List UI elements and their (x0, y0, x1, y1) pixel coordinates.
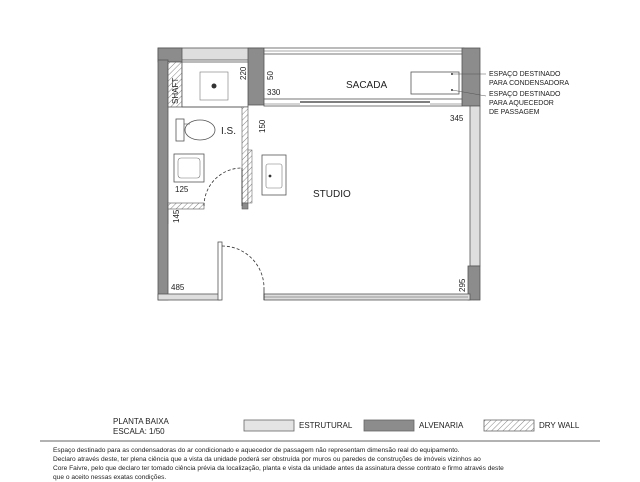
legend-label-alvenaria: ALVENARIA (419, 421, 464, 430)
room-label-shaft: SHAFT (171, 77, 180, 104)
dim-145: 145 (172, 209, 181, 223)
room-label-sacada: SACADA (346, 80, 388, 91)
dim-485: 485 (171, 283, 185, 292)
room-label-bathroom: I.S. (221, 126, 237, 137)
note-aquecedor-3: DE PASSAGEM (489, 109, 540, 116)
disclaimer-line-4: que o aceito nessas exatas condições. (53, 474, 167, 481)
bath-jamb (242, 203, 248, 209)
dim-345: 345 (450, 114, 464, 123)
wall-bottom-left (158, 294, 220, 300)
column-top-mid (248, 48, 264, 105)
kitchen-wall (248, 150, 252, 203)
disclaimer-line-2: Declaro através deste, ter plena ciência que a vista da unidade poderá ser obstruída por muros ou paredes de construções de imóveis vizinhos ao (53, 456, 481, 463)
title-planta-baixa: PLANTA BAIXA (113, 417, 169, 426)
room-label-studio: STUDIO (313, 189, 351, 200)
note-condensadora-2: PARA CONDENSADORA (489, 80, 569, 87)
bath-door-swing (204, 168, 242, 206)
column-top-right (462, 48, 480, 106)
legend-label-estrutural: ESTRUTURAL (299, 421, 353, 430)
disclaimer-line-1: Espaço destinado para as condensadoras do ar condicionado e aquecedor de passagem não representam dimensão real do equipamento. (53, 447, 460, 454)
legend-swatch-alvenaria (364, 420, 414, 431)
legend-swatch-estrutural (244, 420, 294, 431)
bath-sink (174, 154, 204, 182)
entry-jamb-left (218, 242, 222, 300)
legend-swatch-drywall (484, 420, 534, 431)
wall-right (470, 106, 480, 266)
wall-left (158, 60, 168, 300)
note-aquecedor-1: ESPAÇO DESTINADO (489, 91, 561, 98)
toilet (176, 119, 215, 141)
dim-330: 330 (267, 88, 281, 97)
dim-295: 295 (458, 278, 467, 292)
dim-125: 125 (175, 185, 189, 194)
disclaimer-line-3: Core Faivre, pelo que declaro ter tomado ciência prévia da localização, planta e vista da unidade antes da assinatura desse contrato e firmo através deste (53, 465, 504, 472)
dim-150: 150 (258, 119, 267, 133)
title-scale: ESCALA: 1/50 (113, 427, 165, 436)
legend-label-drywall: DRY WALL (539, 421, 580, 430)
bath-wall-bottom (168, 203, 204, 209)
bath-wall-right (242, 107, 248, 203)
dim-220: 220 (239, 66, 248, 80)
kitchen-sink (262, 155, 286, 195)
dim-50: 50 (266, 71, 275, 80)
note-condensadora-1: ESPAÇO DESTINADO (489, 71, 561, 78)
entry-door-swing (222, 246, 264, 288)
note-aquecedor-2: PARA AQUECEDOR (489, 100, 554, 107)
